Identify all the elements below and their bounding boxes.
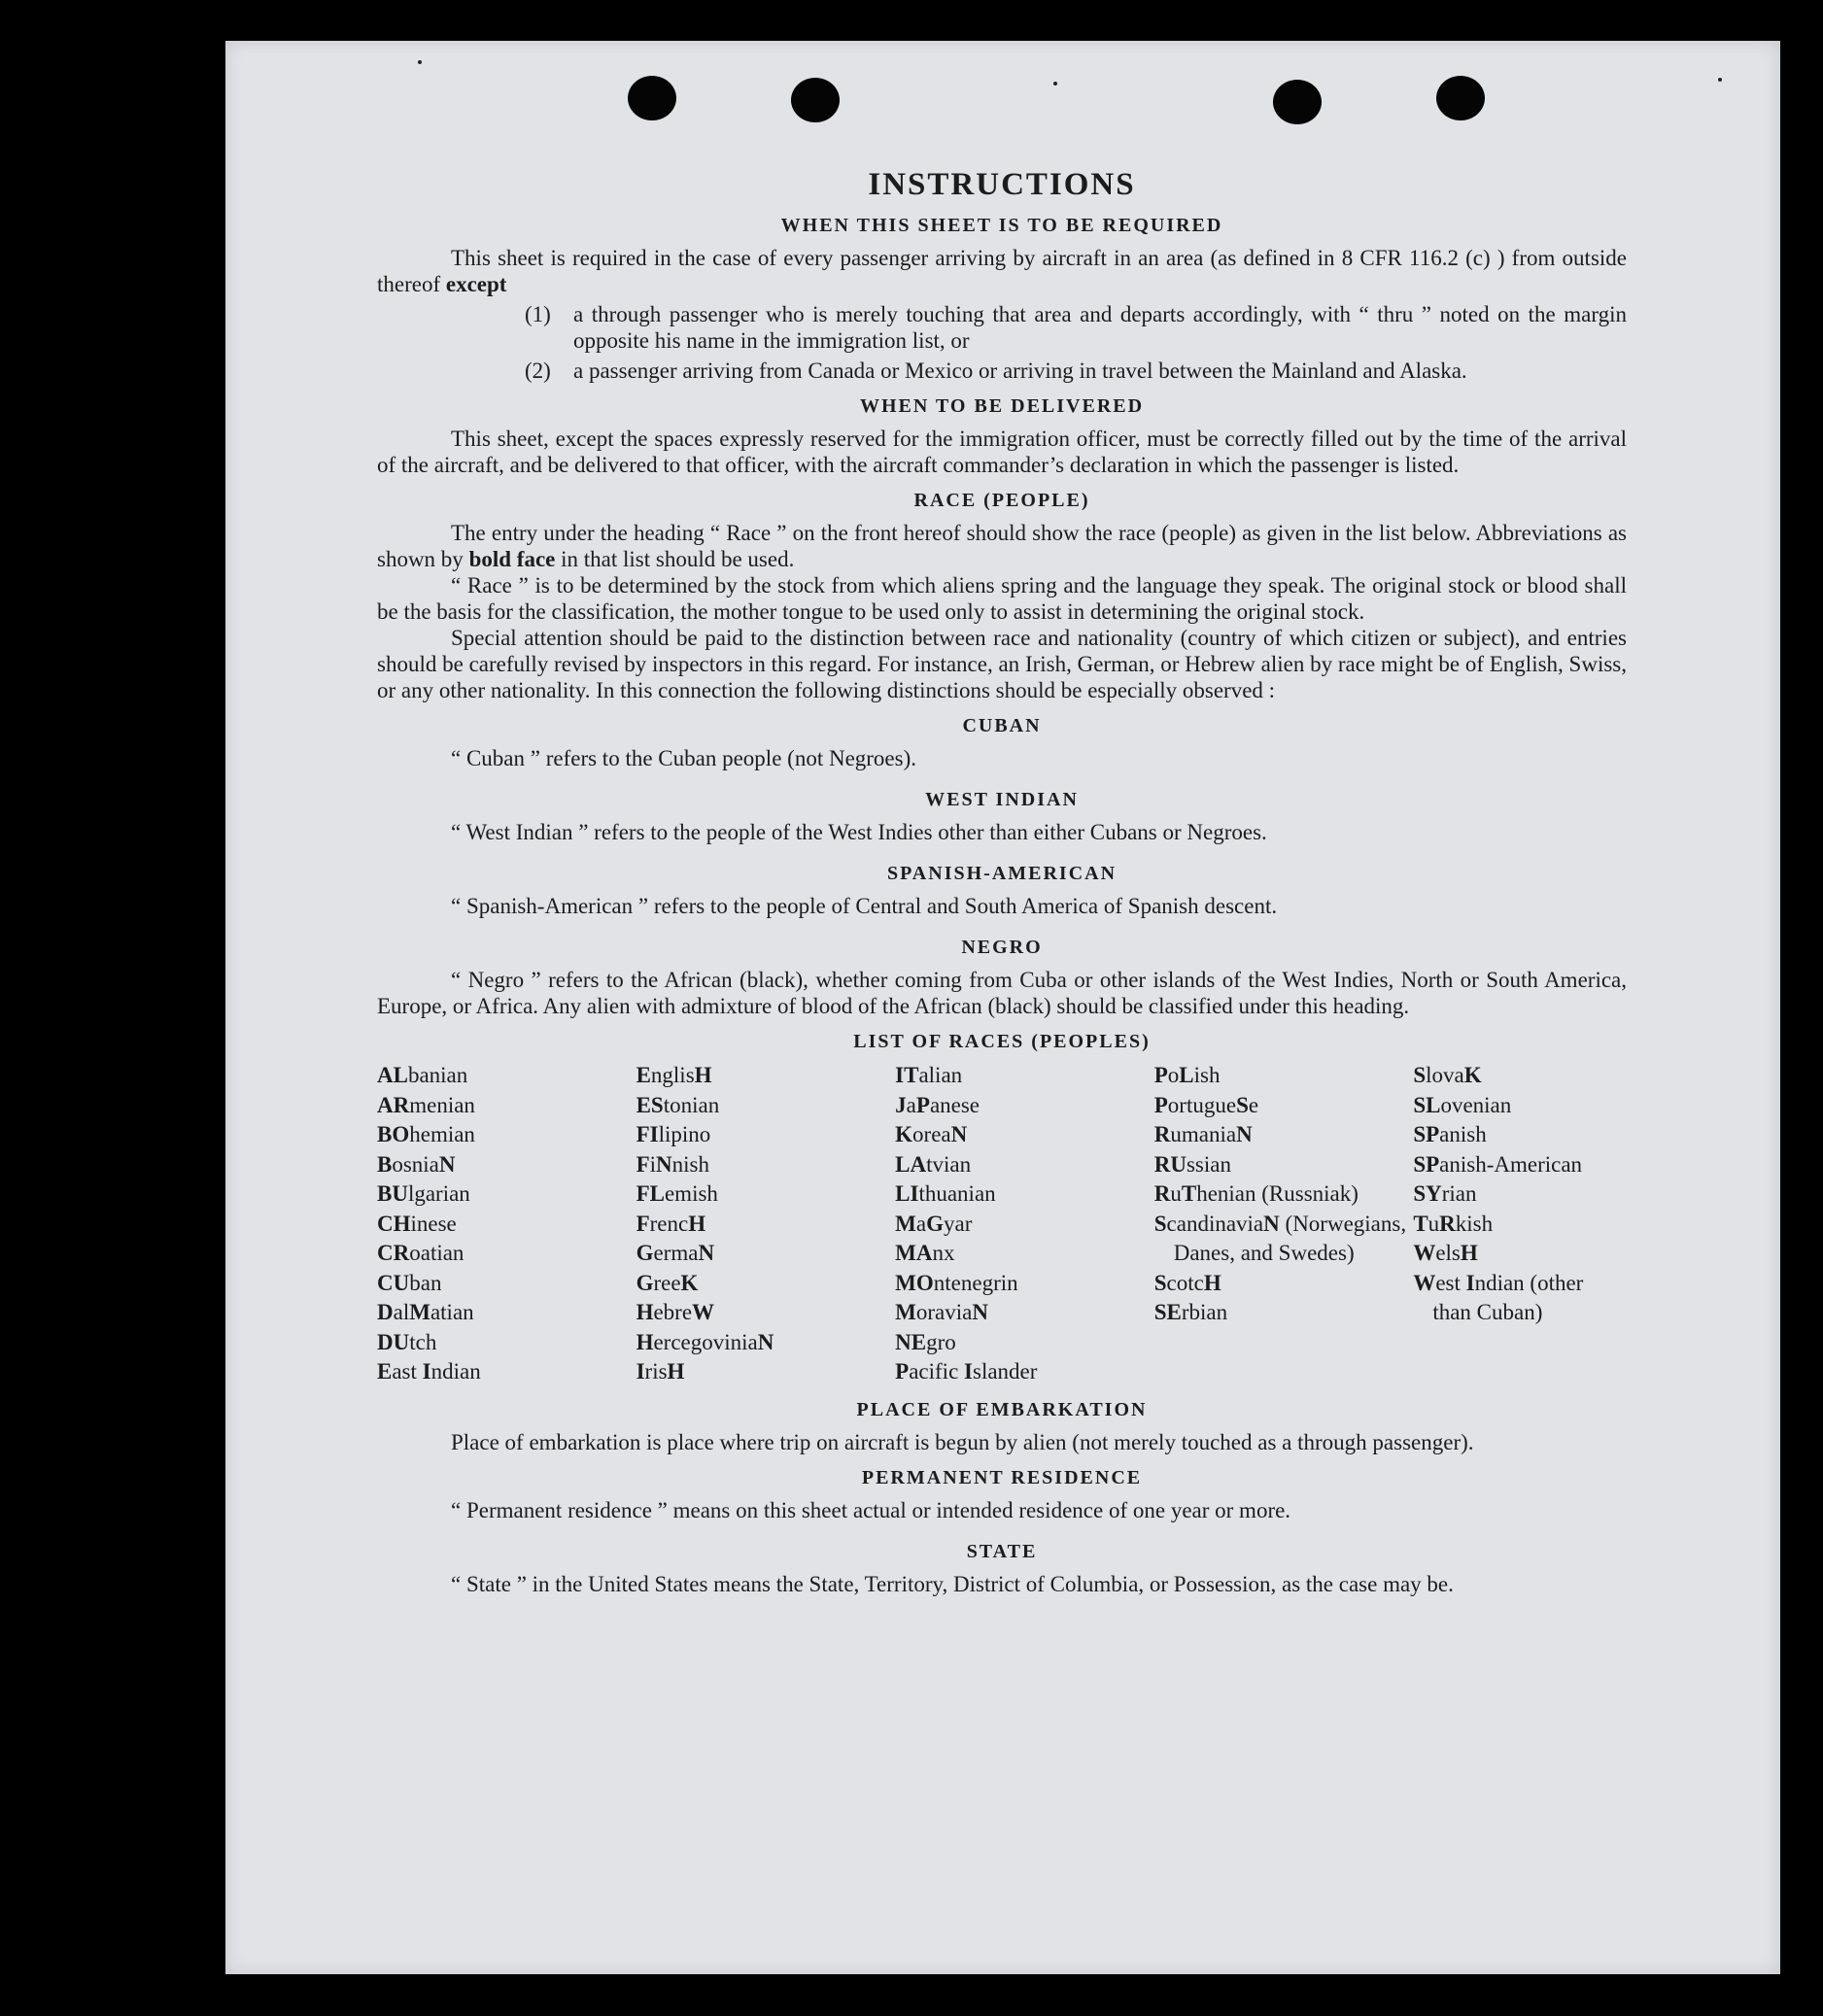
race-abbrev-letters: W (692, 1300, 715, 1324)
race-entry (636, 1179, 896, 1210)
race-abbrev-letters: F (636, 1151, 650, 1177)
race-abbrev-letters: CR (377, 1241, 410, 1265)
race-name-text: henian (Russniak) (1196, 1181, 1359, 1206)
race-list (377, 1061, 1627, 1387)
race-abbrev-letters: H (688, 1211, 706, 1236)
race-name-text: est (1435, 1270, 1466, 1295)
race-entry (636, 1061, 896, 1091)
race-name-text: oatian (409, 1241, 464, 1265)
race-abbrev-letters: MA (895, 1241, 933, 1265)
race-entry (377, 1357, 636, 1387)
race-entry (636, 1091, 896, 1121)
race-abbrev-letters: J (895, 1092, 907, 1117)
race-entry (636, 1120, 896, 1150)
race-name-text: ortugue (1167, 1092, 1237, 1117)
list-of-races-heading: LIST OF RACES (PEOPLES) (853, 1031, 1151, 1052)
race-entry (636, 1298, 896, 1328)
race-abbrev-letters: SY (1413, 1181, 1442, 1206)
race-entry (377, 1120, 636, 1150)
exception-number: (2) (525, 359, 551, 383)
race-entry (1154, 1091, 1414, 1121)
race-name-text: ovenian (1440, 1092, 1512, 1117)
race-name-text: ree (653, 1270, 681, 1295)
race-name-text: erma (653, 1241, 699, 1265)
race-name-text: lipino (658, 1122, 711, 1146)
race-entry (1154, 1210, 1414, 1269)
race-abbrev-letters: T (1413, 1211, 1428, 1236)
race-name-text: tonian (663, 1092, 720, 1117)
race-name-text: nglis (650, 1063, 695, 1087)
race-name-text: ris (644, 1359, 668, 1384)
race-paragraph-2: “ Race ” is to be determined by the stock from which aliens spring and the language they speak. The original stock or blood shall be the basis for the classification, the mother tongue to be used only to assist in determining the original stock. (377, 573, 1627, 624)
race-name-text: ish (1193, 1063, 1221, 1087)
race-abbrev-letters: RU (1153, 1151, 1187, 1177)
race-name-text: ast (392, 1359, 423, 1384)
race-name-text: slander (973, 1359, 1038, 1384)
when-required-intro (377, 245, 1627, 297)
race-abbrev-letters: N (698, 1241, 715, 1265)
race-name-text: ssian (1186, 1151, 1231, 1177)
race-entry (895, 1120, 1154, 1150)
race-p1-bold: bold face (468, 547, 556, 571)
race-name-text: orea (912, 1122, 951, 1146)
race-abbrev-letters: N (438, 1151, 456, 1177)
race-name-text: inese (410, 1211, 457, 1236)
race-abbrev-letters: FL (636, 1181, 665, 1206)
race-entry (895, 1061, 1154, 1091)
race-entry (1413, 1091, 1627, 1121)
race-abbrev-letters: M (409, 1300, 430, 1324)
race-column (636, 1061, 896, 1387)
race-abbrev-letters: B (377, 1151, 393, 1177)
race-name-text: ban (409, 1270, 442, 1295)
cuban-text: “ Cuban ” refers to the Cuban people (not Negroes). (451, 746, 917, 770)
race-column (1154, 1061, 1414, 1387)
race-entry (1154, 1061, 1414, 1091)
race-abbrev-letters: R (1153, 1181, 1171, 1206)
race-abbrev-letters: L (1179, 1063, 1194, 1087)
race-abbrev-letters: LI (895, 1181, 919, 1206)
race-abbrev-letters: I (964, 1359, 973, 1384)
speck (1718, 78, 1722, 82)
race-entry (636, 1357, 896, 1387)
race-name-text: gro (926, 1329, 956, 1354)
spanish-american-text: “ Spanish-American ” refers to the people of Central and South America of Spanish descent. (451, 894, 1278, 918)
race-entry (1413, 1150, 1627, 1180)
exception-item (377, 301, 1627, 354)
race-entry (1154, 1298, 1414, 1328)
race-abbrev-letters: E (377, 1359, 393, 1384)
page-title: INSTRUCTIONS (868, 167, 1136, 202)
race-entry (377, 1298, 636, 1328)
race-entry (1154, 1179, 1414, 1210)
race-abbrev-letters: H (1203, 1270, 1221, 1295)
race-abbrev-letters: BO (377, 1122, 410, 1146)
race-abbrev-letters: W (1413, 1241, 1436, 1265)
spanish-american-heading: SPANISH-AMERICAN (886, 863, 1118, 884)
when-required-intro-text: This sheet is required in the case of every passenger arriving by aircraft in an area (as defined in 8 CFR 116.2 (c) ) from outside thereof (377, 246, 1627, 296)
race-abbrev-letters: K (1463, 1063, 1482, 1087)
race-name-text: lova (1426, 1063, 1464, 1087)
race-abbrev-letters: M (895, 1300, 916, 1324)
race-entry (377, 1210, 636, 1240)
race-abbrev-letters: H (1460, 1241, 1478, 1265)
race-entry (1154, 1269, 1414, 1299)
race-entry (636, 1239, 896, 1269)
race-name-text: kish (1455, 1211, 1494, 1236)
race-name-text: alian (918, 1063, 963, 1087)
race-abbrev-letters: S (1153, 1211, 1167, 1236)
race-abbrev-letters: P (1153, 1063, 1168, 1087)
race-name-text: menian (409, 1092, 475, 1117)
race-column (895, 1061, 1154, 1387)
exception-number: (1) (525, 302, 551, 326)
race-p1-text-end: in that list should be used. (561, 547, 795, 571)
permanent-residence-heading: PERMANENT RESIDENCE (861, 1466, 1143, 1488)
race-name-text: anish-American (1439, 1151, 1583, 1177)
race-p1-text: The entry under the heading “ Race ” on the front hereof should show the race (people) as given in the list below. Abbreviations as shown by (377, 521, 1627, 571)
race-name-text: emish (664, 1181, 718, 1206)
race-abbrev-letters: M (895, 1211, 916, 1236)
race-abbrev-letters: N (656, 1151, 672, 1177)
race-paragraph-1 (377, 520, 1627, 572)
when-delivered-heading: WHEN TO BE DELIVERED (859, 395, 1145, 417)
race-abbrev-letters: P (915, 1092, 930, 1117)
race-name-text: ebre (653, 1300, 693, 1324)
race-entry (636, 1150, 896, 1180)
race-entry (895, 1239, 1154, 1269)
race-abbrev-letters: SP (1413, 1122, 1440, 1146)
race-name-text: banian (407, 1063, 468, 1087)
race-abbrev-letters: G (926, 1211, 944, 1236)
negro-text: “ Negro ” refers to the African (black), whether coming from Cuba or other islands of the West Indies, North or South America, Europe, or Africa. Any alien with admixture of blood of the African (black) should be classified under this heading. (377, 968, 1627, 1018)
race-abbrev-letters: CU (377, 1270, 410, 1295)
speck (418, 60, 422, 64)
west-indian-heading: WEST INDIAN (925, 789, 1079, 810)
race-abbrev-letters: S (1236, 1092, 1249, 1117)
race-abbrev-letters: AL (377, 1063, 408, 1087)
race-abbrev-letters: N (757, 1329, 774, 1354)
race-entry (895, 1091, 1154, 1121)
race-name-text: ndian (430, 1359, 481, 1384)
race-abbrev-letters: I (636, 1359, 645, 1384)
race-name-text: cotc (1166, 1270, 1204, 1295)
when-required-intro-emph: except (445, 272, 507, 296)
race-abbrev-letters: F (636, 1211, 650, 1236)
race-name-text: lgarian (407, 1181, 470, 1206)
race-entry (895, 1150, 1154, 1180)
state-text: “ State ” in the United States means the State, Territory, District of Columbia, or Possession, as the case may be. (451, 1571, 1454, 1596)
race-abbrev-letters: N (950, 1122, 968, 1146)
race-name-text: e (1248, 1092, 1259, 1117)
race-entry (377, 1328, 636, 1358)
race-name-text: tvian (926, 1151, 972, 1177)
race-entry (1413, 1269, 1627, 1328)
document-sheet (225, 41, 1780, 1974)
state-heading: STATE (966, 1540, 1038, 1562)
race-name-text: anese (929, 1092, 980, 1117)
race-name-text: nish (671, 1151, 709, 1177)
race-entry (1154, 1150, 1414, 1180)
race-abbrev-letters: CH (377, 1211, 411, 1236)
when-required-heading: WHEN THIS SHEET IS TO BE REQUIRED (780, 215, 1223, 236)
race-name-text: u (1170, 1181, 1182, 1206)
race-name-text: tch (409, 1329, 437, 1354)
race-name-text: rian (1441, 1181, 1477, 1206)
race-abbrev-letters: IT (895, 1063, 919, 1087)
race-name-text: ercegovinia (653, 1329, 758, 1354)
race-abbrev-letters: T (1181, 1181, 1197, 1206)
west-indian-text: “ West Indian ” refers to the people of the West Indies other than either Cubans or Negroes. (451, 820, 1267, 844)
race-abbrev-letters: R (1153, 1122, 1171, 1146)
race-column (377, 1061, 636, 1387)
when-delivered-text: This sheet, except the spaces expressly reserved for the immigration officer, must be correctly filled out by the time of the arrival of the aircraft, and be delivered to that officer, with the aircraft commander’s declaration in which the passenger is listed. (377, 427, 1627, 477)
race-abbrev-letters: E (636, 1063, 651, 1087)
race-abbrev-letters: G (636, 1241, 654, 1265)
race-name-text: a (906, 1092, 916, 1117)
race-name-text: al (393, 1300, 410, 1324)
race-name-text: rbian (1181, 1300, 1228, 1324)
race-entry (1413, 1239, 1627, 1269)
punch-hole (1273, 80, 1322, 124)
race-abbrev-letters: FI (636, 1122, 659, 1146)
race-name-text: (Norwegians, Danes, and Swedes) (1173, 1211, 1407, 1265)
race-name-text: thuanian (918, 1181, 996, 1206)
race-name-text: ndian (other than Cuban) (1432, 1270, 1584, 1324)
race-name-text: acific (909, 1359, 965, 1384)
race-entry (377, 1091, 636, 1121)
race-heading: RACE (PEOPLE) (913, 490, 1090, 511)
race-entry (895, 1179, 1154, 1210)
punch-hole (628, 76, 676, 120)
race-abbrev-letters: I (1465, 1270, 1475, 1295)
race-abbrev-letters: H (667, 1359, 685, 1384)
race-entry (1413, 1179, 1627, 1210)
race-abbrev-letters: H (636, 1300, 654, 1324)
race-entry (895, 1210, 1154, 1240)
race-abbrev-letters: N (1263, 1211, 1280, 1236)
race-name-text: candinavia (1166, 1211, 1264, 1236)
race-entry (636, 1328, 896, 1358)
race-abbrev-letters: AR (377, 1092, 410, 1117)
race-name-text: o (1167, 1063, 1180, 1087)
exception-text: a through passenger who is merely touching that area and departs accordingly, with “ thru ” noted on the margin opposite his name in the immigration list, or (573, 302, 1627, 353)
negro-heading: NEGRO (961, 937, 1043, 958)
race-name-text: hemian (409, 1122, 475, 1146)
race-abbrev-letters: LA (895, 1151, 927, 1177)
race-abbrev-letters: MO (895, 1270, 934, 1295)
race-name-text: renc (649, 1211, 689, 1236)
punch-hole (1436, 76, 1485, 120)
race-abbrev-letters: DU (377, 1329, 410, 1354)
race-entry (377, 1179, 636, 1210)
race-abbrev-letters: N (972, 1300, 988, 1324)
race-abbrev-letters: NE (895, 1329, 927, 1354)
race-abbrev-letters: K (895, 1122, 913, 1146)
race-entry (636, 1210, 896, 1240)
race-entry (377, 1061, 636, 1091)
race-name-text: a (915, 1211, 927, 1236)
race-entry (895, 1328, 1154, 1358)
race-name-text: els (1435, 1241, 1461, 1265)
race-abbrev-letters: SP (1413, 1151, 1440, 1177)
race-abbrev-letters: K (680, 1270, 699, 1295)
place-of-embarkation-text: Place of embarkation is place where trip on aircraft is begun by alien (not merely touched as a through passenger). (451, 1429, 1474, 1454)
race-abbrev-letters: H (694, 1063, 712, 1087)
punch-hole (791, 78, 840, 122)
race-abbrev-letters: I (422, 1359, 431, 1384)
race-entry (1413, 1120, 1627, 1150)
race-abbrev-letters: P (895, 1359, 910, 1384)
permanent-residence-text: “ Permanent residence ” means on this sheet actual or intended residence of one year or more. (451, 1497, 1291, 1522)
speck (1053, 82, 1057, 85)
race-name-text: anish (1439, 1122, 1487, 1146)
race-entry (377, 1150, 636, 1180)
race-name-text: atian (430, 1300, 474, 1324)
race-entry (895, 1298, 1154, 1328)
cuban-heading: CUBAN (962, 715, 1042, 736)
race-abbrev-letters: S (1413, 1063, 1427, 1087)
race-entry (1154, 1120, 1414, 1150)
instructions-content (377, 167, 1627, 1597)
race-entry (895, 1269, 1154, 1299)
race-abbrev-letters: G (636, 1270, 654, 1295)
race-abbrev-letters: R (1439, 1211, 1456, 1236)
race-abbrev-letters: P (1153, 1092, 1168, 1117)
race-abbrev-letters: ES (636, 1092, 664, 1117)
race-abbrev-letters: N (1236, 1122, 1253, 1146)
race-entry (1413, 1061, 1627, 1091)
race-column (1413, 1061, 1627, 1387)
race-name-text: umania (1170, 1122, 1237, 1146)
race-name-text: osnia (392, 1151, 439, 1177)
place-of-embarkation-heading: PLACE OF EMBARKATION (856, 1398, 1148, 1420)
race-entry (377, 1239, 636, 1269)
exception-text: a passenger arriving from Canada or Mexico or arriving in travel between the Mainland and Alaska. (573, 359, 1467, 383)
race-name-text: yar (943, 1211, 973, 1236)
race-name-text: i (649, 1151, 657, 1177)
race-abbrev-letters: D (377, 1300, 394, 1324)
race-entry (377, 1269, 636, 1299)
race-abbrev-letters: SL (1413, 1092, 1441, 1117)
race-name-text: oravia (915, 1300, 973, 1324)
race-name-text: u (1427, 1211, 1440, 1236)
race-paragraph-3: Special attention should be paid to the distinction between race and nationality (country of which citizen or subject), and entries should be carefully revised by inspectors in this regard. For instance, an Irish, German, or Hebrew alien by race might be of English, Swiss, or any other nationality. In this connection the following distinctions should be especially observed : (377, 626, 1627, 702)
race-entry (1413, 1210, 1627, 1240)
race-name-text: ntenegrin (933, 1270, 1018, 1295)
race-abbrev-letters: BU (377, 1181, 408, 1206)
race-entry (895, 1357, 1154, 1387)
race-abbrev-letters: H (636, 1329, 654, 1354)
race-abbrev-letters: SE (1153, 1300, 1182, 1324)
race-entry (636, 1269, 896, 1299)
race-abbrev-letters: W (1413, 1270, 1436, 1295)
race-abbrev-letters: S (1153, 1270, 1167, 1295)
race-name-text: nx (932, 1241, 955, 1265)
exception-item (377, 358, 1627, 384)
